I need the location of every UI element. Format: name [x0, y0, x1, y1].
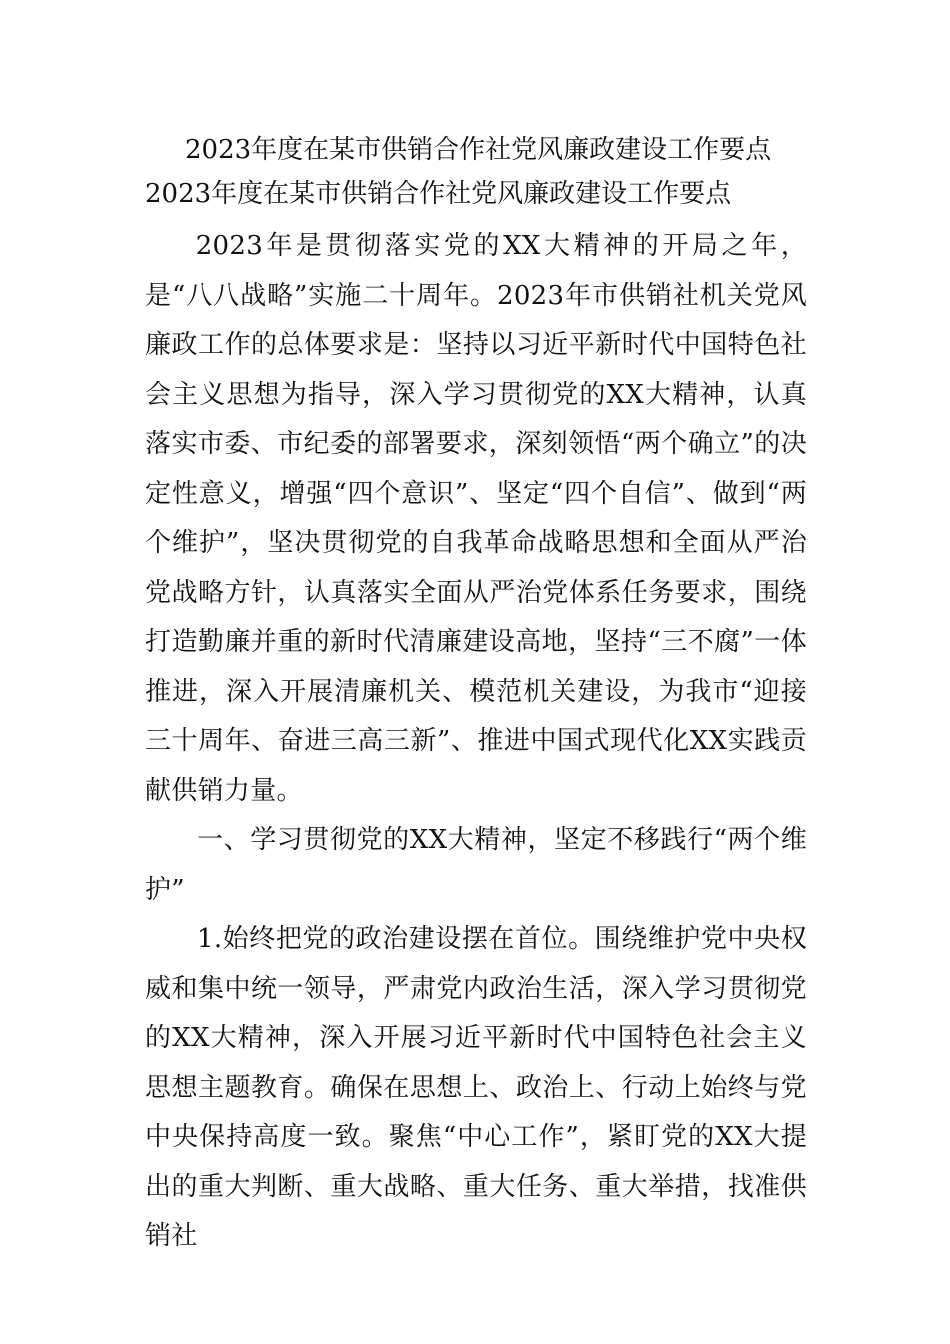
section-heading-1: 一、学习贯彻党的XX大精神，坚定不移践行“两个维护”: [145, 825, 807, 905]
intro-paragraph: 2023年是贯彻落实党的XX大精神的开局之年，是“八八战略”实施二十周年。2023年市供销社机关党风廉政工作的总体要求是：坚持以习近平新时代中国特色社会主义思想为指导，深入学习贯彻党的XX大精神，认真落实市委、市纪委的部署要求，深刻领悟“两个确立”的决定性意义，增强“四个意识”、坚定“四个自信”、做到“两个维护”，坚决贯彻党的自我革命战略思想和全面从严治党战略方针，认真落实全面从严治党体系任务要求，围绕打造勤廉并重的新时代清廉建设高地，坚持“三不腐”一体推进，深入开展清廉机关、模范机关建设，为我市“迎接三十周年、奋进三高三新”、推进中国式现代化XX实践贡献供销力量。: [145, 231, 807, 806]
document-page: [145, 128, 807, 1262]
item-paragraph-1: 1.始终把党的政治建设摆在首位。围绕维护党中央权威和集中统一领导，严肃党内政治生活，深入学习贯彻党的XX大精神，深入开展习近平新时代中国特色社会主义思想主题教育。确保在思想上、政治上、行动上始终与党中央保持高度一致。聚焦“中心工作”，紧盯党的XX大提出的重大判断、重大战略、重大任务、重大举措，找准供销社: [145, 924, 807, 1251]
document-title: 2023年度在某市供销合作社党风廉政建设工作要点: [185, 135, 772, 165]
document-subtitle: 2023年度在某市供销合作社党风廉政建设工作要点: [145, 179, 732, 209]
